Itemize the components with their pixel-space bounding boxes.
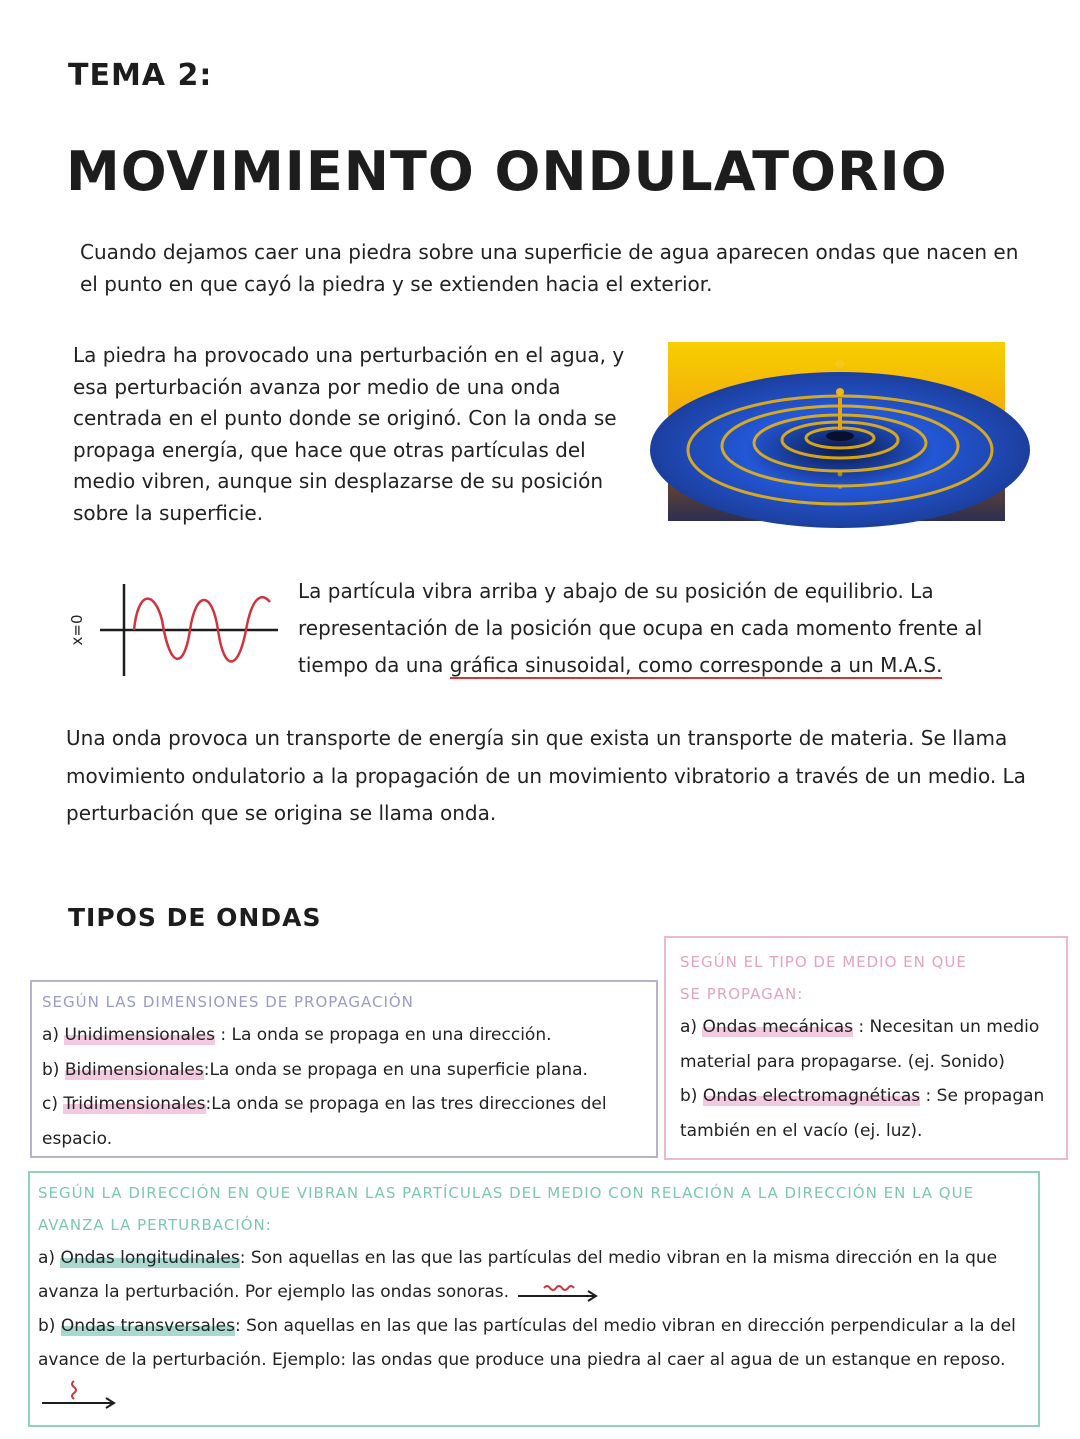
- dimensions-item: a) Unidimensionales : La onda se propaga en una dirección.: [42, 1025, 552, 1045]
- term-highlight: Ondas mecánicas: [702, 1017, 853, 1037]
- perturbation-paragraph: La piedra ha provocado una perturbación en el agua, y esa perturbación avanza por medio de una onda centrada en el punto donde se originó. Con la onda se propaga energía, que hace que otras partículas del medio vibren, aunque sin desplazarse de su posición sobre la superficie.: [73, 343, 625, 525]
- axis-label: x=0: [68, 614, 86, 646]
- medium-box: [664, 936, 1068, 1160]
- direction-item: b) Ondas transversales: Son aquellas en las que las partículas del medio vibran en dirección perpendicular a la del avance de la perturbación. Ejemplo: las ondas que produce una piedra al caer al agua de un estanque en reposo.: [38, 1309, 1030, 1411]
- sinusoid-text: La partícula vibra arriba y abajo de su posición de equilibrio. La representación de la posición que ocupa en cada momento frente al tiempo da una: [298, 579, 983, 677]
- dimensions-heading: SEGÚN LAS DIMENSIONES DE PROPAGACIÓN: [42, 993, 414, 1011]
- term-highlight: Ondas electromagnéticas: [702, 1086, 921, 1106]
- definition-paragraph: Una onda provoca un transporte de energía sin que exista un transporte de materia. Se llama movimiento ondulatorio a la propagación de un movimiento vibratorio a través de un medio. La perturbación que se origina se llama onda.: [66, 726, 1026, 825]
- dimensions-box: [30, 980, 658, 1158]
- topic-number: TEMA 2:: [68, 58, 213, 93]
- direction-box: [28, 1171, 1040, 1427]
- sinusoid-underlined-text: gráfica sinusoidal, como corresponde a un M.A.S.: [449, 653, 943, 677]
- sinusoid-sketch: [68, 580, 282, 680]
- term-highlight: Bidimensionales: [64, 1059, 204, 1080]
- dimensions-item: c) Tridimensionales:La onda se propaga en las tres direcciones del espacio.: [42, 1094, 607, 1149]
- medium-item: b) Ondas electromagnéticas : Se propagan también en el vacío (ej. luz).: [680, 1086, 1045, 1141]
- section-title: TIPOS DE ONDAS: [68, 903, 322, 932]
- direction-heading: SEGÚN LA DIRECCIÓN EN QUE VIBRAN LAS PARTÍCULAS DEL MEDIO CON RELACIÓN A LA DIRECCIÓN EN LA QUE AVANZA LA PERTURBACIÓN:: [38, 1184, 975, 1234]
- term-highlight: Ondas longitudinales: [60, 1248, 240, 1268]
- water-drop-ripples-photo: [668, 342, 1005, 521]
- direction-item: a) Ondas longitudinales: Son aquellas en las que las partículas del medio vibran en la misma dirección en la que avanza la perturbación. Por ejemplo las ondas sonoras.: [38, 1248, 998, 1302]
- dimensions-item: b) Bidimensionales:La onda se propaga en una superficie plana.: [42, 1059, 588, 1080]
- transverse-wave-arrow-icon: [38, 1379, 118, 1409]
- longitudinal-wave-arrow-icon: [514, 1280, 600, 1304]
- term-highlight: Ondas transversales: [60, 1316, 235, 1336]
- medium-item: a) Ondas mecánicas : Necesitan un medio material para propagarse. (ej. Sonido): [680, 1017, 1040, 1072]
- term-highlight: Tridimensionales: [63, 1094, 206, 1114]
- sinusoid-paragraph: [298, 573, 1028, 684]
- term-highlight: Unidimensionales: [64, 1025, 215, 1045]
- medium-heading-line2: SE PROPAGAN:: [680, 985, 804, 1003]
- intro-paragraph: Cuando dejamos caer una piedra sobre una superficie de agua aparecen ondas que nacen en el punto en que cayó la piedra y se extienden hacia el exterior.: [80, 240, 1019, 296]
- medium-heading-line1: SEGÚN EL TIPO DE MEDIO EN QUE: [680, 953, 967, 971]
- page-title: MOVIMIENTO ONDULATORIO: [66, 140, 948, 203]
